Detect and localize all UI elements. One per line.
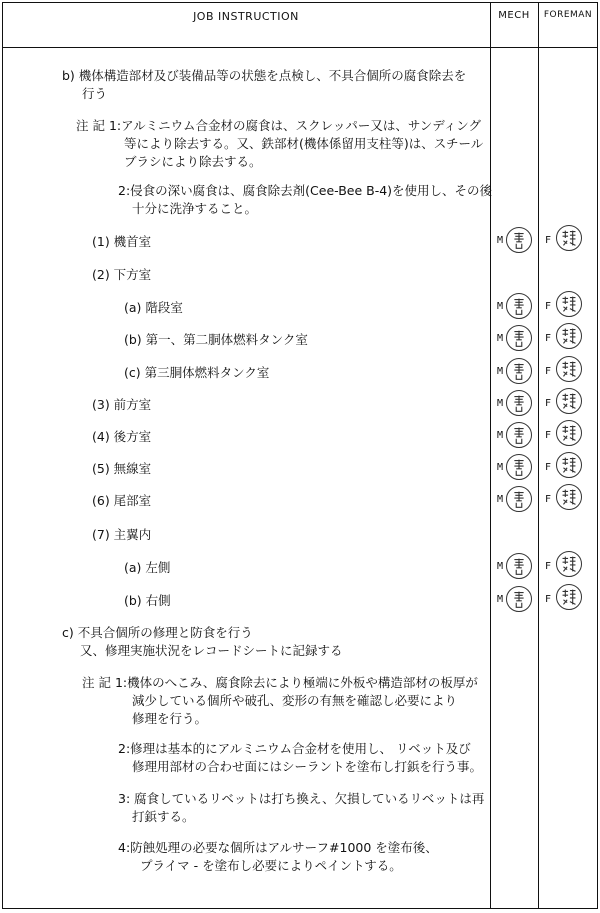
mech-prefix: M (497, 494, 504, 505)
section-c-title-cont: 又、修理実施状況をレコードシートに記録する (80, 643, 343, 658)
section-c-note1-l2: 減少している個所や破孔、変形の有無を確認し必要により (132, 693, 458, 708)
foreman-seal-stamp (556, 452, 582, 478)
section-c-note1-l3: 修理を行う。 (132, 711, 208, 726)
foreman-seal-stamp (556, 420, 582, 446)
item-2: (2) 下方室 (92, 267, 152, 282)
mech-prefix: M (497, 301, 504, 312)
item-7: (7) 主翼内 (92, 527, 152, 542)
foreman-seal-stamp (556, 291, 582, 317)
mech-prefix: M (497, 594, 504, 605)
mech-prefix: M (497, 235, 504, 246)
mech-seal-stamp (506, 422, 532, 448)
item-1: (1) 機首室 (92, 234, 152, 249)
foreman-seal-stamp (556, 551, 582, 577)
foreman-prefix: F (545, 333, 552, 344)
foreman-prefix: F (545, 561, 552, 572)
foreman-prefix: F (545, 398, 552, 409)
foreman-seal-stamp (556, 388, 582, 414)
section-c-note1: 注 記 1:機体のへこみ、腐食除去により極端に外板や構造部材の板厚が (82, 675, 478, 690)
mech-prefix: M (497, 333, 504, 344)
section-b-note2: 2:侵食の深い腐食は、腐食除去剤(Cee-Bee B-4)を使用し、その後 (118, 183, 493, 198)
item-5: (5) 無線室 (92, 461, 152, 476)
item-2c: (c) 第三胴体燃料タンク室 (124, 365, 270, 380)
section-c-note2: 2:修理は基本的にアルミニウム合金材を使用し、 リベット及び (118, 741, 471, 756)
item-7a: (a) 左側 (124, 560, 171, 575)
job-instruction-header: JOB INSTRUCTION (193, 10, 299, 23)
item-2b: (b) 第一、第二胴体燃料タンク室 (124, 332, 308, 347)
section-c-note3-l2: 打鋲する。 (132, 809, 195, 824)
foreman-seal-stamp (556, 225, 582, 251)
section-c-note4-l2: プライマ - を塗布し必要によりペイントする。 (140, 858, 402, 873)
foreman-prefix: F (545, 366, 552, 377)
section-c-note4: 4:防蝕処理の必要な個所はアルサーフ#1000 を塗布後、 (118, 840, 438, 855)
mech-seal-stamp (506, 486, 532, 512)
section-b-note2-l2: 十分に洗浄すること。 (132, 201, 258, 216)
foreman-prefix: F (545, 494, 552, 505)
foreman-prefix: F (545, 301, 552, 312)
foreman-prefix: F (545, 594, 552, 605)
section-b-title-cont: 行う (82, 86, 108, 101)
foreman-column-divider (538, 2, 539, 909)
item-2a: (a) 階段室 (124, 300, 183, 315)
foreman-prefix: F (545, 235, 552, 246)
foreman-seal-stamp (556, 323, 582, 349)
mech-seal-stamp (506, 553, 532, 579)
mech-seal-stamp (506, 325, 532, 351)
foreman-seal-stamp (556, 584, 582, 610)
mech-column-divider (490, 2, 491, 909)
mech-seal-stamp (506, 586, 532, 612)
foreman-seal-stamp (556, 356, 582, 382)
mech-prefix: M (497, 430, 504, 441)
mech-seal-stamp (506, 293, 532, 319)
mech-seal-stamp (506, 227, 532, 253)
header-divider (2, 47, 598, 48)
mech-seal-stamp (506, 358, 532, 384)
mech-prefix: M (497, 561, 504, 572)
item-4: (4) 後方室 (92, 429, 152, 444)
section-c-note2-l2: 修理用部材の合わせ面にはシーラントを塗布し打鋲を行う事。 (132, 759, 483, 774)
mech-prefix: M (497, 366, 504, 377)
item-6: (6) 尾部室 (92, 493, 152, 508)
mech-prefix: M (497, 462, 504, 473)
foreman-prefix: F (545, 462, 552, 473)
mech-header: MECH (498, 10, 530, 21)
item-3: (3) 前方室 (92, 397, 152, 412)
section-b-title: b) 機体構造部材及び装備品等の状態を点検し、不具合個所の腐食除去を (62, 68, 467, 83)
mech-seal-stamp (506, 390, 532, 416)
section-b-note1-l3: ブラシにより除去する。 (124, 154, 262, 169)
item-7b: (b) 右側 (124, 593, 171, 608)
section-c-note3: 3: 腐食しているリベットは打ち換え、欠損しているリベットは再 (118, 791, 485, 806)
section-b-note1: 注 記 1:アルミニウム合金材の腐食は、スクレッパー又は、サンディング (76, 118, 481, 133)
mech-seal-stamp (506, 454, 532, 480)
foreman-prefix: F (545, 430, 552, 441)
foreman-header: FOREMAN (543, 10, 593, 20)
mech-prefix: M (497, 398, 504, 409)
section-c-title: c) 不具合個所の修理と防食を行う (62, 625, 253, 640)
foreman-seal-stamp (556, 484, 582, 510)
section-b-note1-l2: 等により除去する。又、鉄部材(機体係留用支柱等)は、スチール (124, 136, 484, 151)
